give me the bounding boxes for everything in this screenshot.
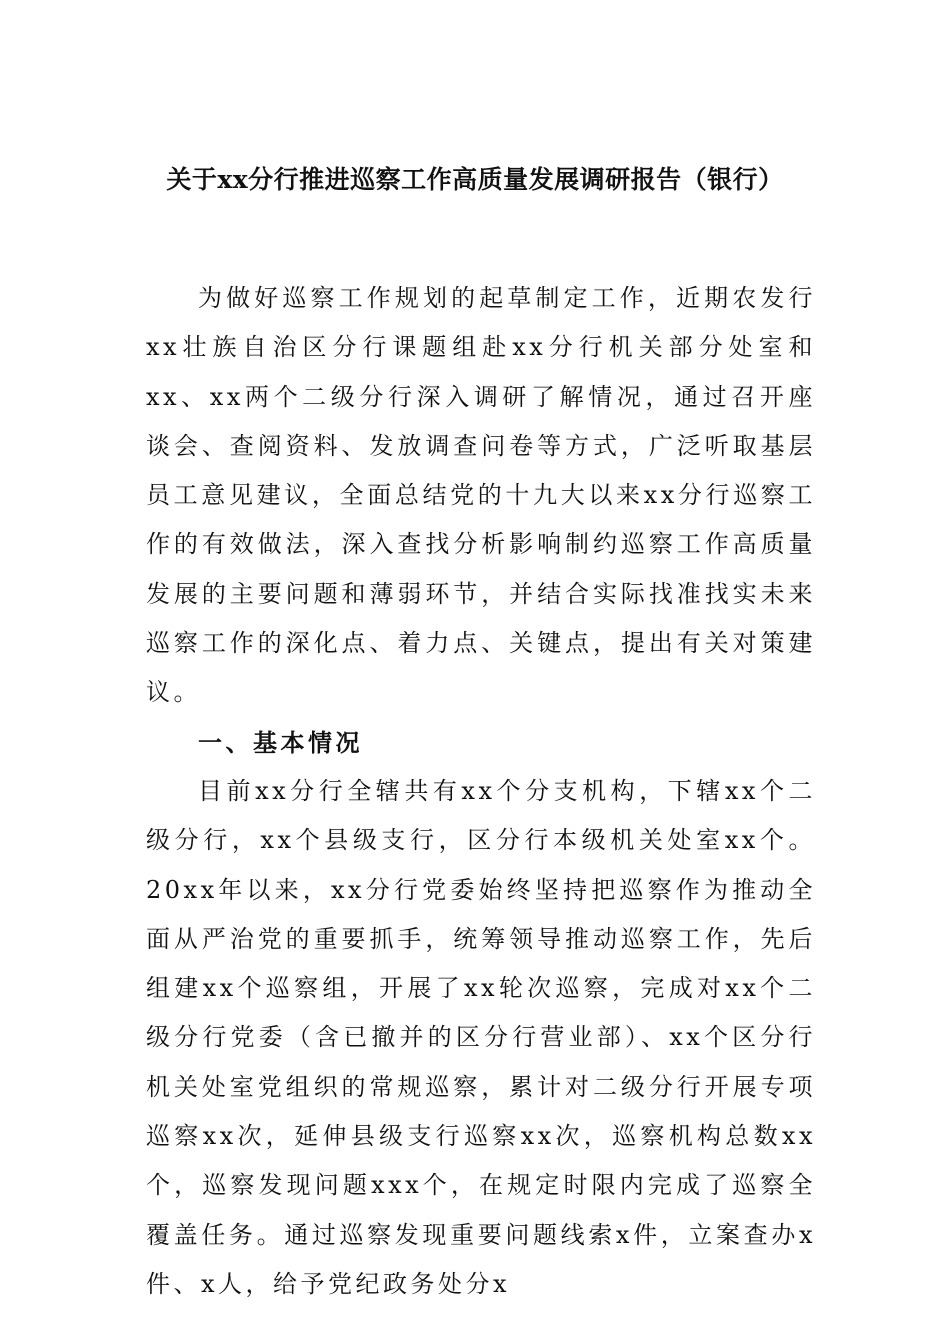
document-title: 关于xx分行推进巡察工作高质量发展调研报告（银行） (166, 165, 784, 194)
intro-paragraph: 为做好巡察工作规划的起草制定工作，近期农发行xx壮族自治区分行课题组赴xx分行机关部分处室和xx、xx两个二级分行深入调研了解情况，通过召开座谈会、查阅资料、发放调查问卷等方式，广泛听取基层员工意见建议，全面总结党的十九大以来xx分行巡察工作的有效做法，深入查找分析影响制约巡察工作高质量发展的主要问题和薄弱环节，并结合实际找准找实未来巡察工作的深化点、着力点、关键点，提出有关对策建议。 (146, 284, 816, 707)
section-heading-basic-situation: 一、基本情况 (198, 727, 363, 757)
document-body (146, 274, 816, 1309)
basic-situation-paragraph: 目前xx分行全辖共有xx个分支机构，下辖xx个二级分行，xx个县级支行，区分行本级机关处室xx个。20xx年以来，xx分行党委始终坚持把巡察作为推动全面从严治党的重要抓手，统筹领导推动巡察工作，先后组建xx个巡察组，开展了xx轮次巡察，完成对xx个二级分行党委（含已撤并的区分行营业部）、xx个区分行机关处室党组织的常规巡察，累计对二级分行开展专项巡察xx次，延伸县级支行巡察xx次，巡察机构总数xx个，巡察发现问题xxx个，在规定时限内完成了巡察全覆盖任务。通过巡察发现重要问题线索x件，立案查办x件、x人，给予党纪政务处分x (146, 776, 816, 1298)
